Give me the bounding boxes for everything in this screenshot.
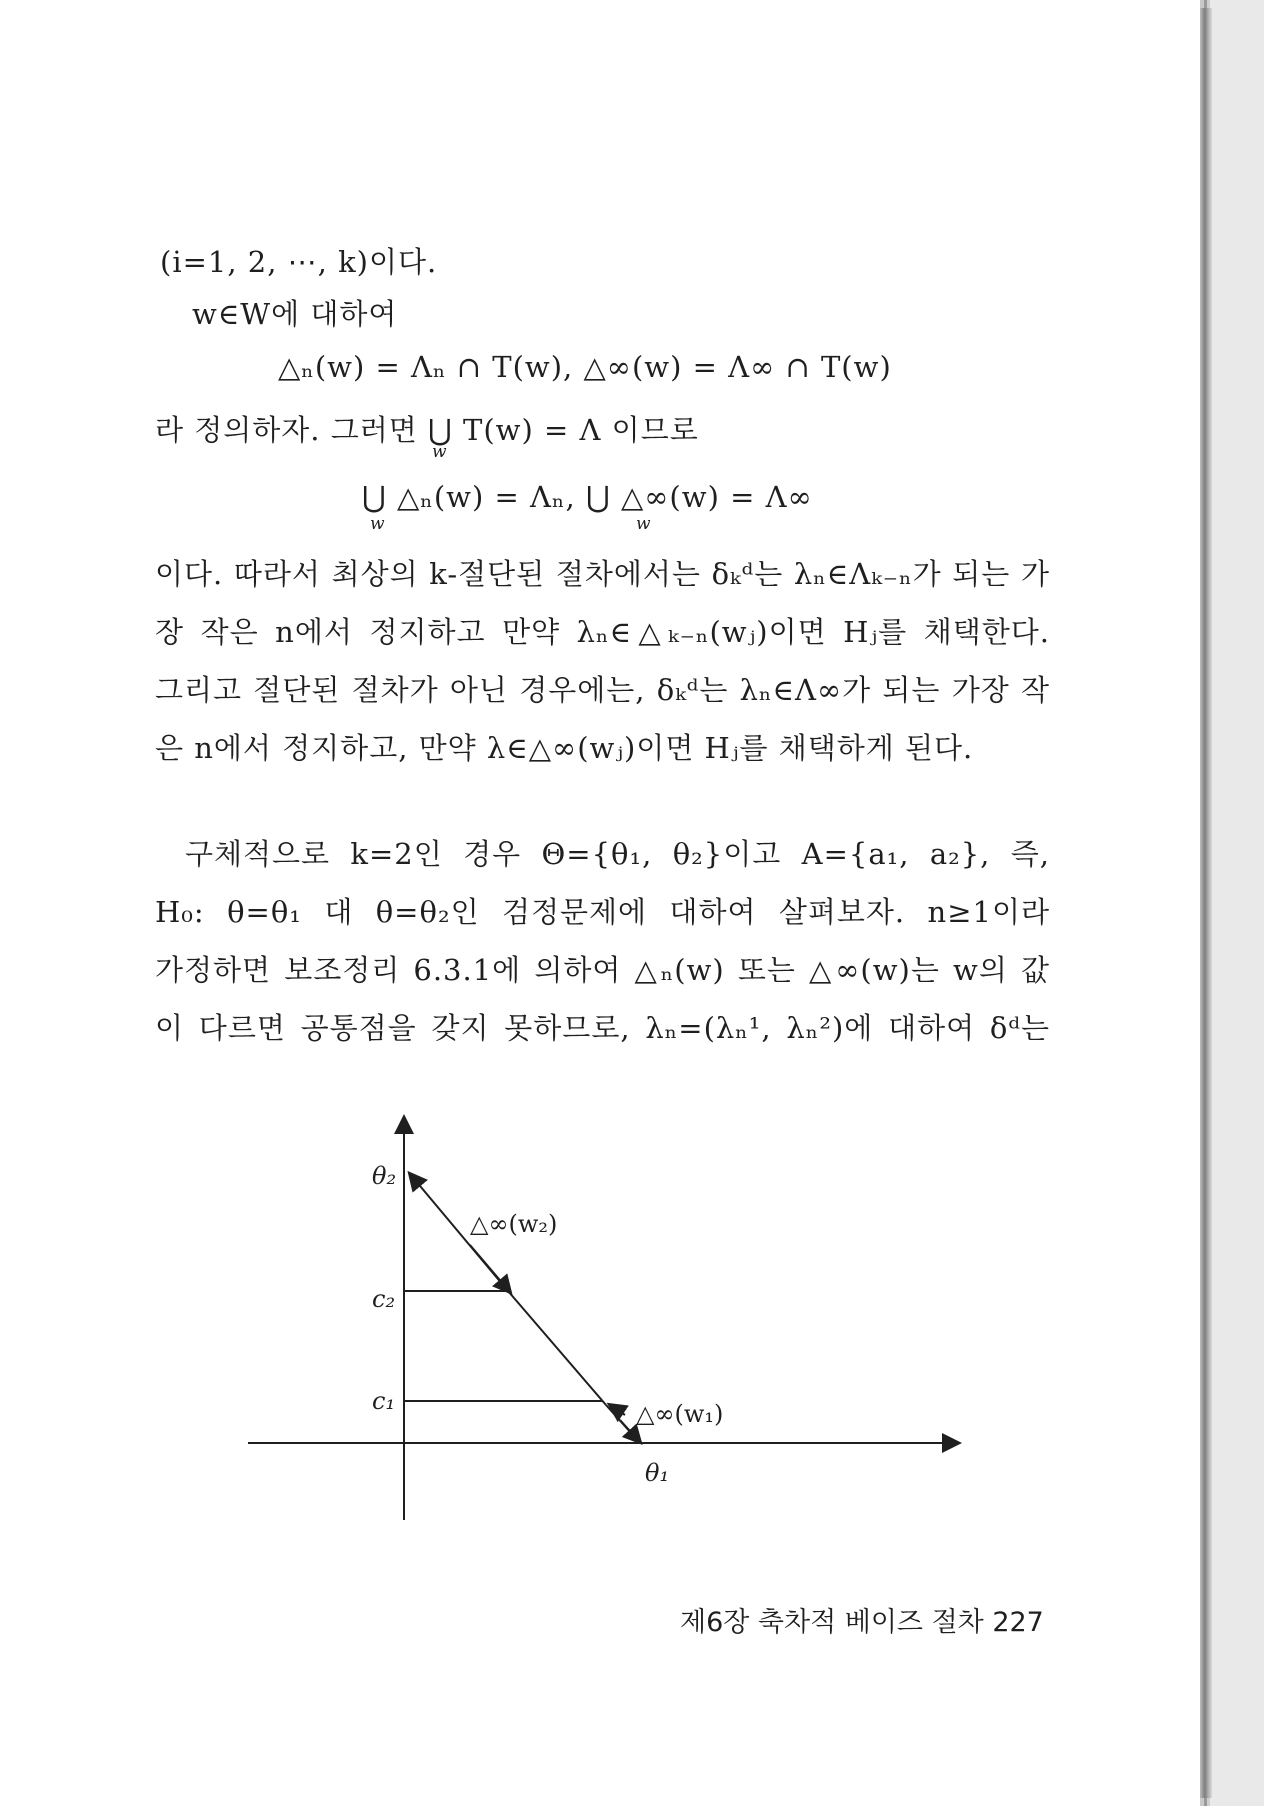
text-line-11: H₀: θ=θ₁ 대 θ=θ₂인 검정문제에 대하여 살펴보자. n≥1이라 bbox=[155, 895, 1050, 929]
text-line-2: w∈W에 대하여 bbox=[192, 297, 398, 331]
union-subscript-2: w bbox=[370, 514, 386, 534]
text-line-6: 이다. 따라서 최상의 k-절단된 절차에서는 δₖᵈ는 λₙ∈Λₖ₋ₙ가 되는 가 bbox=[155, 557, 1050, 591]
lower-region-label: △∞(w₁) bbox=[636, 1400, 724, 1428]
union-subscript-1: w bbox=[432, 442, 448, 462]
text-line-9: 은 n에서 정지하고, 만약 λ∈△∞(wⱼ)이면 Hⱼ를 채택하게 된다. bbox=[155, 731, 974, 765]
boundary-line-middle bbox=[508, 1291, 606, 1405]
union-subscript-3: w bbox=[636, 514, 652, 534]
lower-region-pointer bbox=[610, 1405, 625, 1415]
y-axis-label: θ₂ bbox=[372, 1162, 397, 1190]
upper-arrow bbox=[470, 1245, 510, 1292]
equation-union: ⋃ △ₙ(w) = Λₙ, ⋃ △∞(w) = Λ∞ bbox=[362, 480, 813, 514]
c2-label: c₂ bbox=[372, 1285, 396, 1313]
text-line-8: 그리고 절단된 절차가 아닌 경우에는, δₖᵈ는 λₙ∈Λ∞가 되는 가장 작 bbox=[155, 673, 1050, 707]
text-line-7: 장 작은 n에서 정지하고 만약 λₙ∈△ₖ₋ₙ(wⱼ)이면 Hⱼ를 채택한다. bbox=[155, 615, 1050, 649]
equation-delta-def: △ₙ(w) = Λₙ ∩ T(w), △∞(w) = Λ∞ ∩ T(w) bbox=[278, 350, 892, 384]
text-line-12: 가정하면 보조정리 6.3.1에 의하여 △ₙ(w) 또는 △∞(w)는 w의 값 bbox=[155, 953, 1050, 987]
text-line-4: 라 정의하자. 그러면 ⋃ T(w) = Λ 이므로 bbox=[155, 413, 699, 447]
page-edge bbox=[1200, 8, 1212, 1798]
page-footer: 제6장 축차적 베이즈 절차 227 bbox=[680, 1607, 1044, 1638]
x-axis-label: θ₁ bbox=[645, 1459, 670, 1487]
text-line-13: 이 다르면 공통점을 갖지 못하므로, λₙ=(λₙ¹, λₙ²)에 대하여 δᵈ는 bbox=[155, 1011, 1050, 1045]
text-line-10: 구체적으로 k=2인 경우 Θ={θ₁, θ₂}이고 A={a₁, a₂}, 즉, bbox=[185, 837, 1050, 871]
decision-region-figure bbox=[0, 1100, 1200, 1580]
upper-region-label: △∞(w₂) bbox=[470, 1210, 558, 1238]
text-line-1: (i=1, 2, ⋯, k)이다. bbox=[160, 245, 438, 279]
c1-label: c₁ bbox=[372, 1387, 396, 1415]
